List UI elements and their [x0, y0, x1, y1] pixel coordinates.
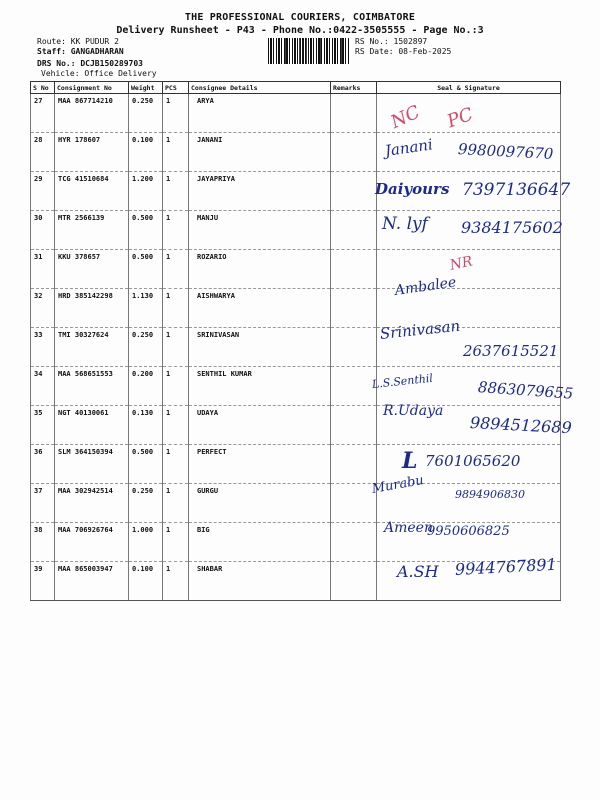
- cell-remarks: [331, 172, 377, 211]
- cell-sno: 38: [31, 523, 55, 562]
- cell-remarks: [331, 406, 377, 445]
- col-header-weight: Weight: [129, 82, 163, 94]
- cell-weight: 1.130: [129, 289, 163, 328]
- signature: Murabu: [370, 473, 425, 497]
- company-title: THE PROFESSIONAL COURIERS, COIMBATORE: [184, 12, 416, 23]
- vehicle-text: Vehicle: Office Delivery: [41, 69, 157, 78]
- cell-pcs: 1: [163, 406, 189, 445]
- cell-consignment-no: SLM 364150394: [55, 445, 129, 484]
- cell-consignee: PERFECT: [189, 445, 331, 484]
- cell-remarks: [331, 484, 377, 523]
- signature: Daiyours: [375, 180, 450, 198]
- cell-pcs: 1: [163, 484, 189, 523]
- table-row: [31, 94, 561, 133]
- col-header-signature: Seal & Signature: [377, 82, 561, 94]
- handwritten-red-mark: NR: [448, 253, 474, 274]
- cell-remarks: [331, 523, 377, 562]
- cell-consignment-no: MTR 2566139: [55, 211, 129, 250]
- cell-remarks: [331, 367, 377, 406]
- cell-pcs: 1: [163, 445, 189, 484]
- cell-pcs: 1: [163, 172, 189, 211]
- barcode-overlay: [268, 38, 350, 64]
- cell-weight: 1.200: [129, 172, 163, 211]
- cell-remarks: [331, 445, 377, 484]
- cell-weight: 0.250: [129, 484, 163, 523]
- cell-weight: 0.500: [129, 445, 163, 484]
- cell-consignee: UDAYA: [189, 406, 331, 445]
- handwritten-phone: 7397136647: [462, 180, 571, 200]
- handwritten-red-mark: NC: [387, 101, 424, 134]
- handwritten-phone: 8863079655: [477, 378, 574, 403]
- signature: Srinivasan: [379, 316, 461, 343]
- handwritten-phone: 9894906830: [455, 488, 525, 501]
- cell-weight: 0.130: [129, 406, 163, 445]
- handwritten-phone: 2637615521: [463, 342, 559, 360]
- cell-weight: 0.250: [129, 328, 163, 367]
- table-row: [31, 289, 561, 328]
- drs-number: DCJB150289703: [80, 59, 143, 68]
- cell-consignee: GURGU: [189, 484, 331, 523]
- drs-line: [37, 59, 143, 68]
- cell-consignee: AISHWARYA: [189, 289, 331, 328]
- handwritten-phone: 9894512689: [469, 413, 573, 438]
- cell-weight: 0.500: [129, 211, 163, 250]
- cell-weight: 1.000: [129, 523, 163, 562]
- rs-date: RS Date: 08-Feb-2025: [355, 47, 452, 56]
- cell-consignee: JANANI: [189, 133, 331, 172]
- cell-weight: 0.200: [129, 367, 163, 406]
- handwritten-phone: 9384175602: [461, 218, 563, 237]
- cell-remarks: [331, 328, 377, 367]
- cell-remarks: [331, 133, 377, 172]
- cell-sno: 29: [31, 172, 55, 211]
- cell-consignee: BIG: [189, 523, 331, 562]
- rs-number: RS No.: 1502897: [355, 37, 428, 46]
- cell-consignment-no: MAA 302942514: [55, 484, 129, 523]
- cell-pcs: 1: [163, 289, 189, 328]
- cell-weight: 0.500: [129, 250, 163, 289]
- cell-pcs: 1: [163, 94, 189, 133]
- drs-label: DRS No.:: [37, 59, 76, 68]
- table-header-row: [31, 82, 561, 94]
- cell-pcs: 1: [163, 367, 189, 406]
- cell-sno: 28: [31, 133, 55, 172]
- cell-sno: 30: [31, 211, 55, 250]
- cell-sno: 33: [31, 328, 55, 367]
- cell-consignee: SENTHIL KUMAR: [189, 367, 331, 406]
- cell-consignee: ARYA: [189, 94, 331, 133]
- cell-weight: 0.250: [129, 94, 163, 133]
- cell-pcs: 1: [163, 133, 189, 172]
- cell-consignee: SRINIVASAN: [189, 328, 331, 367]
- cell-pcs: 1: [163, 328, 189, 367]
- signature: L.S.Senthil: [371, 371, 434, 391]
- cell-consignee: ROZARIO: [189, 250, 331, 289]
- handwritten-phone: 9944767891: [454, 554, 558, 579]
- route-text: Route: KK PUDUR 2: [37, 37, 119, 46]
- col-header-sno: S No: [31, 82, 55, 94]
- staff-label: Staff:: [37, 47, 66, 56]
- cell-remarks: [331, 562, 377, 601]
- staff-name: GANGADHARAN: [70, 47, 124, 56]
- col-header-consignee: Consignee Details: [189, 82, 331, 94]
- cell-sno: 31: [31, 250, 55, 289]
- signature: R.Udaya: [383, 403, 444, 419]
- cell-consignment-no: HYR 178607: [55, 133, 129, 172]
- cell-sno: 39: [31, 562, 55, 601]
- runsheet-subtitle: Delivery Runsheet - P43 - Phone No.:0422-3505555 - Page No.:3: [116, 25, 484, 36]
- signature-mark: L: [402, 448, 418, 474]
- cell-consignee: MANJU: [189, 211, 331, 250]
- cell-consignment-no: HRD 385142298: [55, 289, 129, 328]
- cell-consignment-no: MAA 568651553: [55, 367, 129, 406]
- cell-consignment-no: TCG 41510684: [55, 172, 129, 211]
- cell-remarks: [331, 250, 377, 289]
- col-header-pcs: PCS: [163, 82, 189, 94]
- cell-sno: 35: [31, 406, 55, 445]
- col-header-consignment: Consignment No: [55, 82, 129, 94]
- cell-consignment-no: TMI 30327624: [55, 328, 129, 367]
- cell-pcs: 1: [163, 211, 189, 250]
- cell-pcs: 1: [163, 562, 189, 601]
- cell-consignee: SHABAR: [189, 562, 331, 601]
- col-header-remarks: Remarks: [331, 82, 377, 94]
- staff-line: [37, 47, 124, 56]
- cell-sno: 36: [31, 445, 55, 484]
- cell-weight: 0.100: [129, 562, 163, 601]
- cell-consignment-no: MAA 865003947: [55, 562, 129, 601]
- cell-remarks: [331, 289, 377, 328]
- cell-weight: 0.100: [129, 133, 163, 172]
- cell-consignment-no: KKU 378657: [55, 250, 129, 289]
- handwritten-phone: 7601065620: [425, 452, 521, 470]
- cell-remarks: [331, 211, 377, 250]
- cell-consignment-no: NGT 40130061: [55, 406, 129, 445]
- signature: N. lyf: [382, 214, 428, 234]
- handwritten-phone: 9950606825: [427, 524, 510, 539]
- signature: Ambalee: [393, 274, 458, 299]
- cell-sno: 27: [31, 94, 55, 133]
- cell-consignment-no: MAA 706926764: [55, 523, 129, 562]
- cell-sno: 37: [31, 484, 55, 523]
- cell-sno: 32: [31, 289, 55, 328]
- cell-remarks: [331, 94, 377, 133]
- cell-consignment-no: MAA 867714210: [55, 94, 129, 133]
- handwritten-red-mark: PC: [444, 103, 476, 133]
- cell-pcs: 1: [163, 523, 189, 562]
- cell-pcs: 1: [163, 250, 189, 289]
- handwritten-phone: 9980097670: [457, 140, 554, 163]
- signature: Ameen: [384, 520, 433, 536]
- cell-sno: 34: [31, 367, 55, 406]
- signature: Janani: [383, 135, 434, 160]
- table-row: [31, 250, 561, 289]
- signature: A.SH: [397, 562, 439, 581]
- cell-consignee: JAYAPRIYA: [189, 172, 331, 211]
